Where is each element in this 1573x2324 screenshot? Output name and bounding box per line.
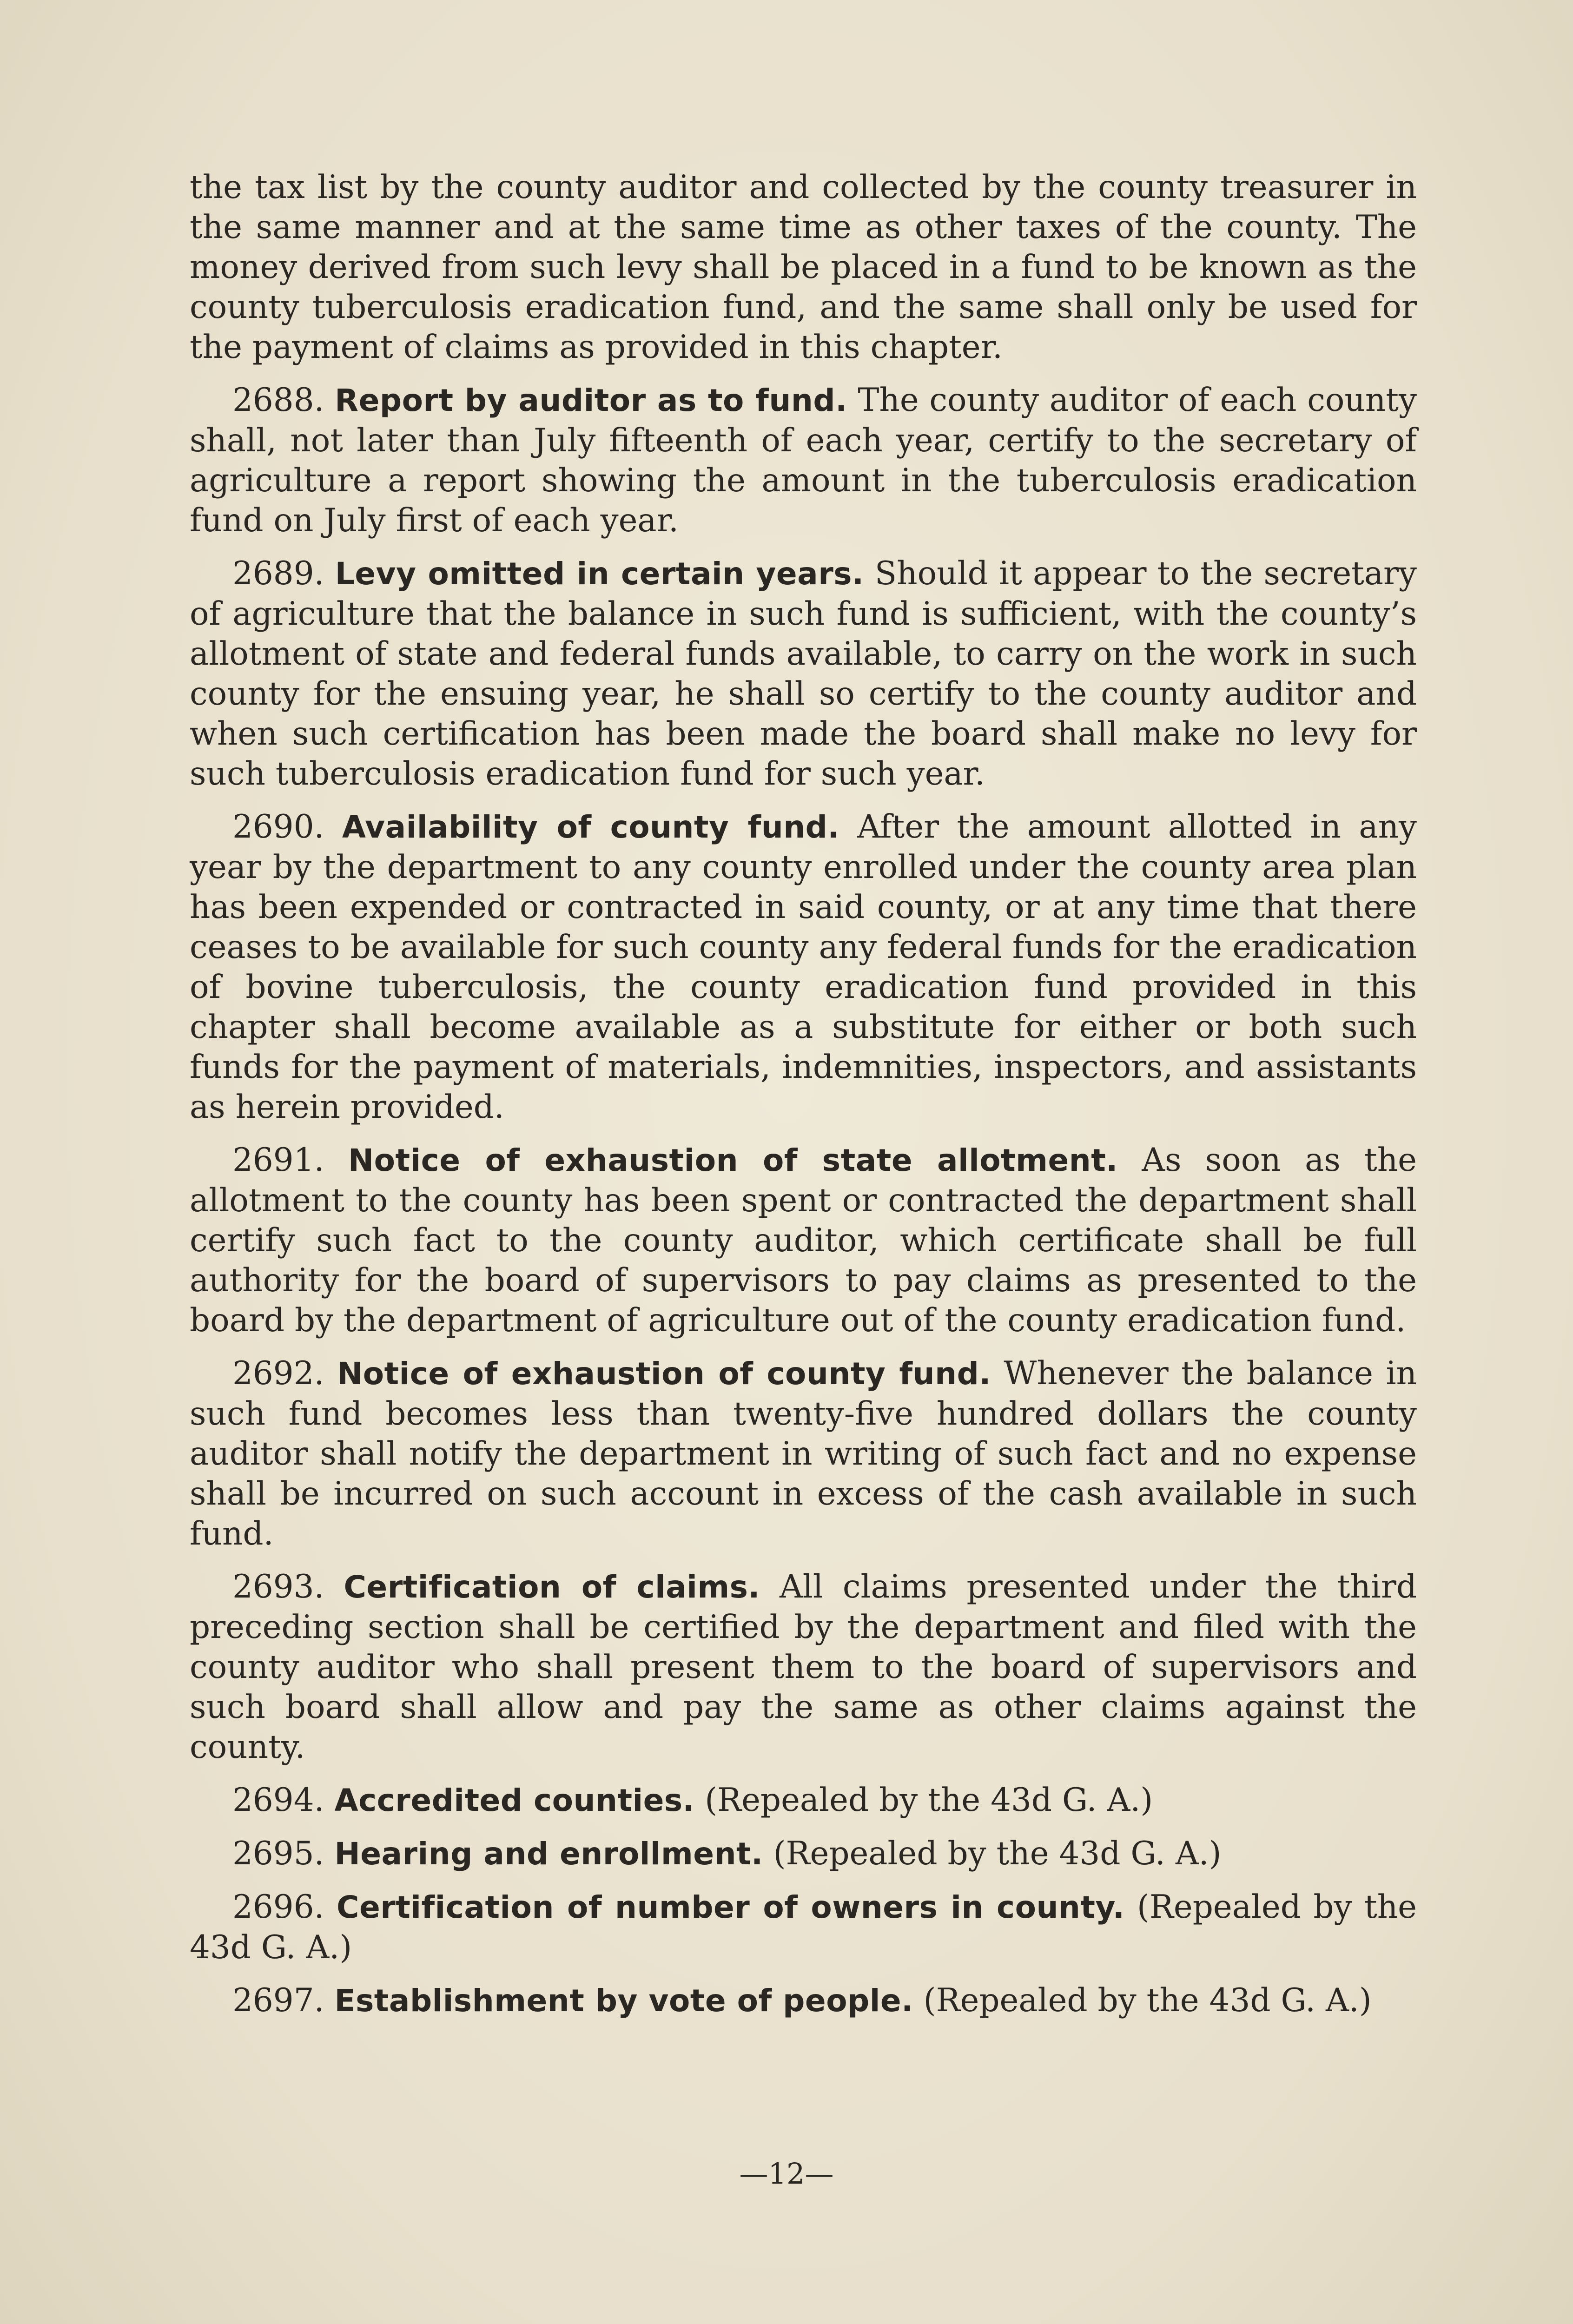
section-text: All claims presented under the third preceding section shall be certified by the department and filed with the county auditor who shall present them to the board of supervisors and such board shall allow and pay the same as other claims against the county. [190,1568,1417,1766]
section-text: Whenever the balance in such fund becomes less than twenty-five hundred dollars the county auditor shall notify the department in writing of such fact and no expense shall be incurred on such account in excess of the cash available in such fund. [190,1355,1417,1552]
section-number: 2688. [232,382,324,419]
section-number: 2694. [232,1782,324,1819]
section-heading: Accredited counties. [334,1783,695,1818]
section-heading: Hearing and enrollment. [334,1836,763,1872]
section-text: After the amount allotted in any year by the department to any county enrolled under the county area plan has been expended or contracted in said county, or at any time that there ceases to be available for such county any federal funds for the eradication of bovine tuberculosis, the county eradication fund provided in this chapter shall become available as a substitute for either or both such funds for the payment of materials, indemnities, inspectors, and assistants as herein provided. [190,808,1417,1126]
section-2690 [190,807,1417,1127]
page-body [190,167,1417,2034]
section-text: (Repealed by the 43d G. A.) [923,1982,1372,2019]
intro-text: the tax list by the county auditor and collected by the county treasurer in the same manner and at the same time as other taxes of the county. The money derived from such levy shall be placed in a fund to be known as the county tuberculosis eradication fund, and the same shall only be used for the payment of claims as provided in this chapter. [190,169,1417,366]
section-text: As soon as the allotment to the county has been spent or contracted the department shall certify such fact to the county auditor, which certificate shall be full authority for the board of supervisors to pay claims as presented to the board by the department of agriculture out of the county eradication fund. [190,1142,1417,1339]
section-heading: Levy omitted in certain years. [335,556,864,592]
section-number: 2695. [232,1835,324,1872]
section-number: 2692. [232,1355,324,1392]
intro-paragraph [190,167,1417,367]
section-number: 2691. [232,1142,324,1179]
section-number: 2689. [232,555,324,592]
section-2697 [190,1981,1417,2021]
section-heading: Report by auditor as to fund. [335,383,847,418]
section-2695 [190,1834,1417,1874]
section-2692 [190,1353,1417,1554]
section-number: 2690. [232,808,324,845]
section-number: 2693. [232,1568,324,1605]
section-heading: Notice of exhaustion of state allotment. [348,1142,1118,1178]
section-2691 [190,1140,1417,1340]
section-text: (Repealed by the 43d G. A.) [705,1782,1153,1819]
section-text: Should it appear to the secretary of agriculture that the balance in such fund is sufficient, with the county’s allotment of state and federal funds available, to carry on the work in such county for the ensuing year, he shall so certify to the county auditor and when such certification has been made the board shall make no levy for such tuberculosis eradication fund for such year. [190,555,1417,792]
section-heading: Certification of claims. [344,1569,760,1605]
section-2689 [190,554,1417,794]
section-2693 [190,1567,1417,1767]
page-number: —12— [739,2157,834,2191]
section-number: 2697. [232,1982,324,2019]
section-number: 2696. [232,1888,324,1926]
section-2688 [190,380,1417,541]
section-2696 [190,1887,1417,1967]
section-text: (Repealed by the 43d G. A.) [773,1835,1222,1872]
section-heading: Certification of number of owners in county. [337,1889,1125,1925]
section-2694 [190,1780,1417,1821]
section-heading: Establishment by vote of people. [334,1983,913,2019]
section-text: (Repealed by the 43d G. A.) [190,1888,1417,1966]
section-heading: Availability of county fund. [342,809,839,845]
section-text: The county auditor of each county shall, not later than July fifteenth of each year, certify to the secretary of agriculture a report showing the amount in the tuberculosis eradication fund on July first of each year. [190,382,1417,539]
section-heading: Notice of exhaustion of county fund. [337,1356,991,1392]
